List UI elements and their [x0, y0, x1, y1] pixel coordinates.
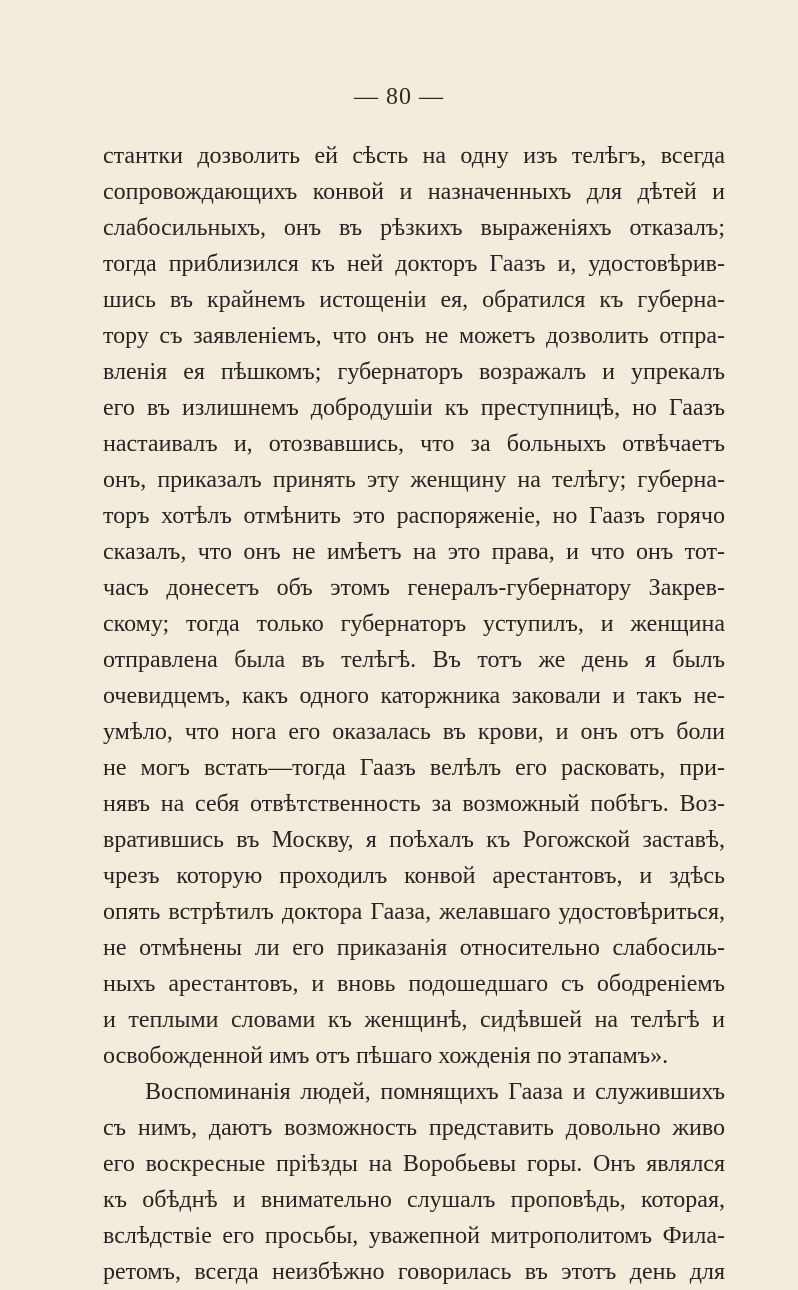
text-line: слабосильныхъ, онъ въ рѣзкихъ выраженіяхъ отказалъ;: [103, 215, 725, 241]
text-line: настаивалъ и, отозвавшись, что за больныхъ отвѣчаетъ: [103, 431, 725, 457]
text-line: вслѣдствіе его просьбы, уважепной митрополитомъ Фила-: [103, 1223, 725, 1249]
text-line: отправлена была въ телѣгѣ. Въ тотъ же день я былъ: [103, 647, 725, 673]
text-line: сопровождающихъ конвой и назначенныхъ для дѣтей и: [103, 179, 725, 205]
text-line: не отмѣнены ли его приказанія относительно слабосиль-: [103, 935, 725, 961]
text-line: опять встрѣтилъ доктора Гааза, желавшаго удостовѣриться,: [103, 899, 725, 925]
body-text: [103, 138, 725, 1290]
text-line: тогда приблизился къ ней докторъ Гаазъ и, удостовѣрив-: [103, 251, 725, 277]
text-line: нявъ на себя отвѣтственность за возможный побѣгъ. Воз-: [103, 791, 725, 817]
text-line: не могъ встать—тогда Гаазъ велѣлъ его расковать, при-: [103, 755, 725, 781]
text-line: ныхъ арестантовъ, и вновь подошедшаго съ ободреніемъ: [103, 971, 725, 997]
text-line: стантки дозволить ей сѣсть на одну изъ телѣгъ, всегда: [103, 143, 725, 169]
text-line: торъ хотѣлъ отмѣнить это распоряженіе, но Гаазъ горячо: [103, 503, 725, 529]
text-line: онъ, приказалъ принять эту женщину на телѣгу; губерна-: [103, 467, 725, 493]
text-line: его въ излишнемъ добродушіи къ преступницѣ, но Гаазъ: [103, 395, 725, 421]
text-line: съ нимъ, даютъ возможность представить довольно живо: [103, 1115, 725, 1141]
page-number: — 80 —: [354, 84, 444, 110]
text-line: чрезъ которую проходилъ конвой арестантовъ, и здѣсь: [103, 863, 725, 889]
text-line: Воспоминанія людей, помнящихъ Гааза и служившихъ: [145, 1079, 725, 1105]
text-line: тору съ заявленіемъ, что онъ не можетъ дозволить отпра-: [103, 323, 725, 349]
text-line: скому; тогда только губернаторъ уступилъ, и женщина: [103, 611, 725, 637]
text-line: ретомъ, всегда неизбѣжно говорилась въ этотъ день для: [103, 1259, 725, 1285]
text-line: шись въ крайнемъ истощеніи ея, обратился къ губерна-: [103, 287, 725, 313]
text-line: и теплыми словами къ женщинѣ, сидѣвшей на телѣгѣ и: [103, 1007, 725, 1033]
text-line: вленія ея пѣшкомъ; губернаторъ возражалъ и упрекалъ: [103, 359, 725, 385]
text-line: вратившись въ Москву, я поѣхалъ къ Рогожской заставѣ,: [103, 827, 725, 853]
text-line: его воскресные пріѣзды на Воробьевы горы. Онъ являлся: [103, 1151, 725, 1177]
text-line: сказалъ, что онъ не имѣетъ на это права, и что онъ тот-: [103, 539, 725, 565]
text-line: очевидцемъ, какъ одного каторжника заковали и такъ не-: [103, 683, 725, 709]
text-line: умѣло, что нога его оказалась въ крови, и онъ отъ боли: [103, 719, 725, 745]
text-line: освобожденной имъ отъ пѣшаго хожденія по этапамъ».: [103, 1043, 669, 1069]
text-line: къ обѣднѣ и внимательно слушалъ проповѣдь, которая,: [103, 1187, 725, 1213]
text-line: часъ донесетъ объ этомъ генералъ-губернатору Закрев-: [103, 575, 725, 601]
